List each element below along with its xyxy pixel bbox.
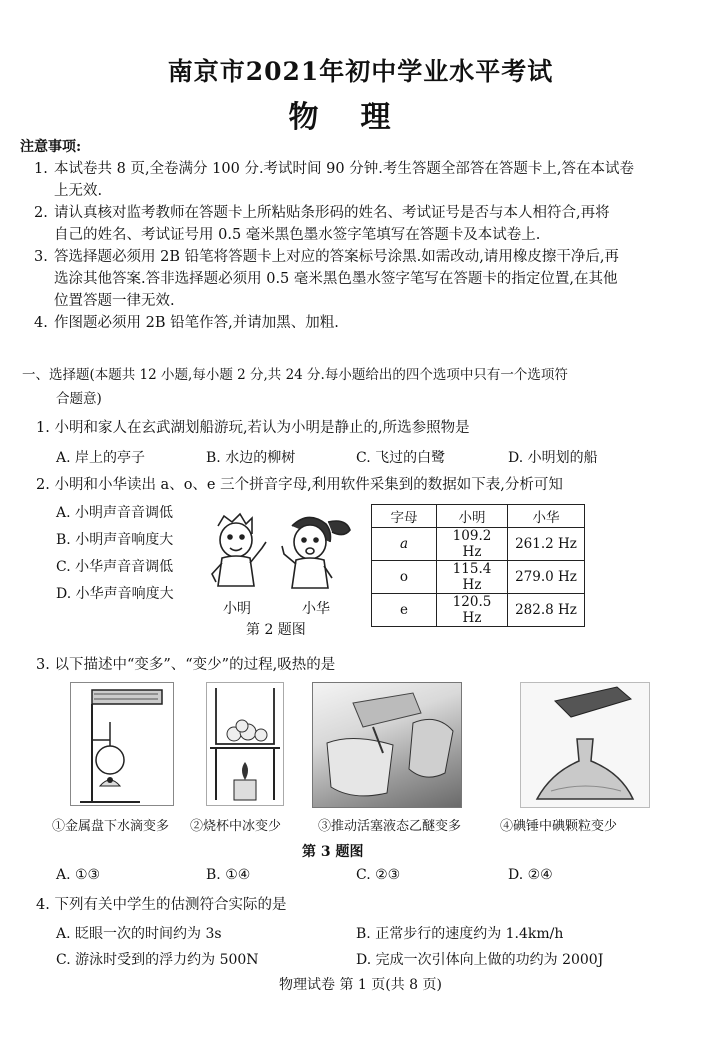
table-row xyxy=(372,594,585,627)
q3-option-c[interactable]: C. ②③ xyxy=(356,867,401,883)
notice-item: 1. 本试卷共 8 页,全卷满分 100 分.考试时间 90 分钟.考生答题全部答在答题卡上,答在本试卷 xyxy=(34,161,634,177)
q1-option-a[interactable]: A. 岸上的亭子 xyxy=(56,450,146,466)
q3-caption-2: ②烧杯中冰变少 xyxy=(190,819,282,834)
frequency-table xyxy=(371,504,585,627)
section-heading: 一、选择题(本题共 12 小题,每小题 2 分,共 24 分.每小题给出的四个选项中只有一个选项符 xyxy=(22,367,568,383)
q3-option-d[interactable]: D. ②④ xyxy=(508,867,553,883)
table-header: 小明 xyxy=(437,505,508,528)
xiaoming-figure xyxy=(212,514,266,586)
xiaohua-figure xyxy=(282,517,350,588)
q2-figure-caption: 第 2 题图 xyxy=(246,622,306,638)
q2-option-d[interactable]: D. 小华声音响度大 xyxy=(56,586,174,602)
table-header-row xyxy=(372,505,585,528)
notice-heading: 注意事项: xyxy=(20,139,82,155)
table-cell: 109.2 Hz xyxy=(437,528,508,561)
table-cell: o xyxy=(372,561,437,594)
q2-option-b[interactable]: B. 小明声音响度大 xyxy=(56,532,174,548)
table-cell: 279.0 Hz xyxy=(508,561,585,594)
q2-cartoon-figure xyxy=(200,508,360,600)
table-cell: 282.8 Hz xyxy=(508,594,585,627)
q3-caption-3: ③推动活塞液态乙醚变多 xyxy=(318,819,462,834)
q4-stem: 4. 下列有关中学生的估测符合实际的是 xyxy=(36,897,287,913)
q1-option-d[interactable]: D. 小明划的船 xyxy=(508,450,598,466)
syringe-ether-photo xyxy=(312,682,462,808)
notice-item-cont: 上无效. xyxy=(54,183,103,199)
beaker-ice-figure xyxy=(206,682,284,806)
q4-option-d[interactable]: D. 完成一次引体向上做的功约为 2000J xyxy=(356,952,604,968)
notice-item-cont: 选涂其他答案.答非选择题必须用 0.5 毫米黑色墨水签字笔写在答题卡的指定位置,在其他 xyxy=(54,271,618,287)
table-cell: 261.2 Hz xyxy=(508,528,585,561)
metal-plate-figure xyxy=(70,682,174,806)
q4-option-b[interactable]: B. 正常步行的速度约为 1.4km/h xyxy=(356,926,564,942)
q1-option-b[interactable]: B. 水边的柳树 xyxy=(206,450,296,466)
exam-title: 南京市2021年初中学业水平考试 xyxy=(167,57,554,86)
notice-item: 4. 作图题必须用 2B 铅笔作答,并请加黑、加粗. xyxy=(34,315,339,331)
table-header: 小华 xyxy=(508,505,585,528)
q2-stem: 2. 小明和小华读出 a、o、e 三个拼音字母,利用软件采集到的数据如下表,分析可知 xyxy=(36,477,563,493)
table-cell: 115.4 Hz xyxy=(437,561,508,594)
iodine-tube-photo xyxy=(520,682,650,808)
xiaoming-label: 小明 xyxy=(223,601,251,617)
table-cell: e xyxy=(372,594,437,627)
notice-list xyxy=(34,158,634,334)
table-cell: 120.5 Hz xyxy=(437,594,508,627)
q3-stem: 3. 以下描述中“变多”、“变少”的过程,吸热的是 xyxy=(36,657,336,673)
subject-title: 物理 xyxy=(288,100,433,135)
notice-item-cont: 位置答题一律无效. xyxy=(54,293,175,309)
notice-item: 3. 答选择题必须用 2B 铅笔将答题卡上对应的答案标号涂黑.如需改动,请用橡皮擦干净后,再 xyxy=(34,249,619,265)
notice-item-cont: 自己的姓名、考试证号用 0.5 毫米黑色墨水签字笔填写在答题卡及本试卷上. xyxy=(54,227,541,243)
q4-option-a[interactable]: A. 眨眼一次的时间约为 3s xyxy=(56,926,222,942)
table-row xyxy=(372,561,585,594)
q3-caption-1: ①金属盘下水滴变多 xyxy=(52,819,170,834)
table-cell: a xyxy=(372,528,437,561)
q3-option-a[interactable]: A. ①③ xyxy=(56,867,101,883)
q2-option-c[interactable]: C. 小华声音音调低 xyxy=(56,559,174,575)
section-heading-cont: 合题意) xyxy=(56,391,102,407)
q1-option-c[interactable]: C. 飞过的白鹭 xyxy=(356,450,446,466)
q2-option-a[interactable]: A. 小明声音音调低 xyxy=(56,505,174,521)
table-row xyxy=(372,528,585,561)
q4-option-c[interactable]: C. 游泳时受到的浮力约为 500N xyxy=(56,952,259,968)
notice-item: 2. 请认真核对监考教师在答题卡上所粘贴条形码的姓名、考试证号是否与本人相符合,再将 xyxy=(34,205,610,221)
q3-caption-4: ④碘锤中碘颗粒变少 xyxy=(500,819,618,834)
q1-stem: 1. 小明和家人在玄武湖划船游玩,若认为小明是静止的,所选参照物是 xyxy=(36,420,470,436)
q3-figure-caption: 第 3 题图 xyxy=(302,844,364,860)
q3-option-b[interactable]: B. ①④ xyxy=(206,867,251,883)
xiaohua-label: 小华 xyxy=(302,601,330,617)
table-header: 字母 xyxy=(372,505,437,528)
page-footer: 物理试卷 第 1 页(共 8 页) xyxy=(279,977,442,993)
